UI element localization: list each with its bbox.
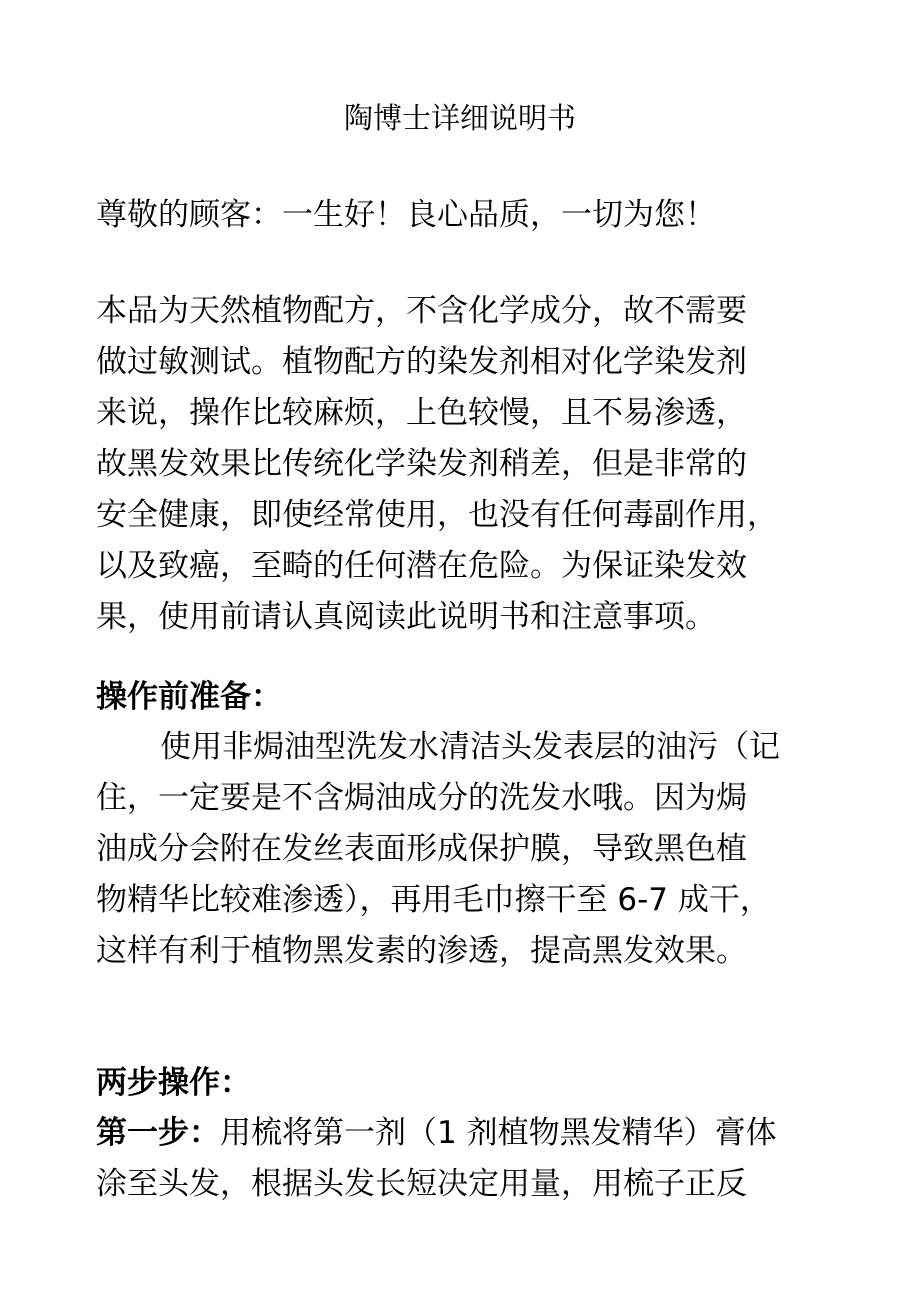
intro-line: 故黑发效果比传统化学染发剂稍差，但是非常的: [96, 446, 747, 482]
step-one-label: 第一步：: [96, 1115, 220, 1151]
prep-line: 物精华比较难渗透），再用毛巾擦干至 6-7 成干，: [96, 882, 771, 918]
intro-line: 做过敏测试。植物配方的染发剂相对化学染发剂: [96, 344, 747, 380]
prep-line: 使用非焗油型洗发水清洁头发表层的油污（记: [160, 729, 780, 765]
intro-line: 安全健康，即使经常使用，也没有任何毒副作用，: [96, 497, 778, 533]
intro-line: 来说，操作比较麻烦，上色较慢，且不易渗透，: [96, 395, 747, 431]
step-one-second-line: 涂至头发，根据头发长短决定用量，用梳子正反: [96, 1166, 747, 1202]
document-title: 陶博士详细说明书: [343, 101, 576, 135]
step-one-paragraph: [96, 1108, 832, 1210]
step-one-text: 用梳将第一剂（1 剂植物黑发精华）膏体: [220, 1115, 777, 1151]
intro-line: 本品为天然植物配方，不含化学成分，故不需要: [96, 293, 747, 329]
intro-line: 果，使用前请认真阅读此说明书和注意事项。: [96, 599, 716, 635]
intro-paragraph: [96, 286, 832, 643]
prep-line: 住，一定要是不含焗油成分的洗发水哦。因为焗: [96, 780, 747, 816]
prep-line: 这样有利于植物黑发素的渗透，提高黑发效果。: [96, 933, 747, 969]
prep-paragraph: [96, 722, 832, 977]
step-one-first-line: [96, 1108, 832, 1159]
prep-line: 油成分会附在发丝表面形成保护膜，导致黑色植: [96, 831, 747, 867]
steps-heading: 两步操作：: [96, 1065, 251, 1101]
prep-heading: 操作前准备：: [96, 679, 282, 715]
greeting-line: 尊敬的顾客：一生好！良心品质，一切为您！: [96, 197, 716, 233]
intro-line: 以及致癌，至畸的任何潜在危险。为保证染发效: [96, 548, 747, 584]
